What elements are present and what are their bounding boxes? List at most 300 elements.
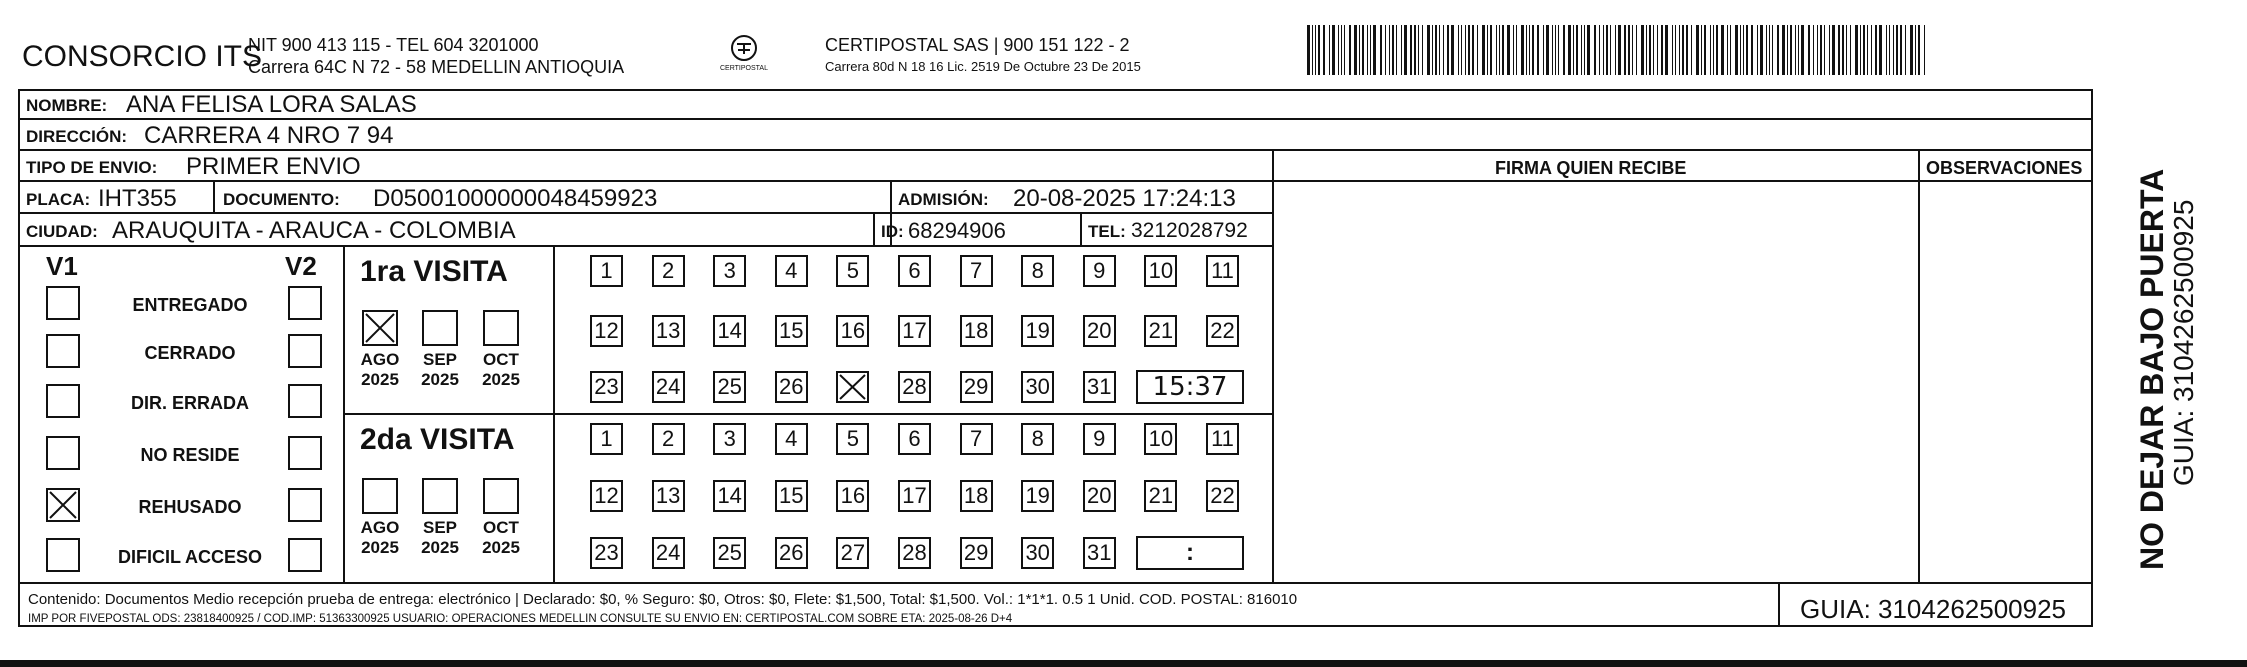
barcode-bar [1451, 25, 1454, 75]
day-cell[interactable] [1083, 537, 1116, 569]
barcode-bar [1513, 25, 1514, 75]
barcode-bar [1649, 25, 1651, 75]
second-visit-time[interactable]: : [1136, 536, 1244, 570]
barcode-bar [1829, 25, 1830, 75]
barcode-bar [1587, 25, 1590, 75]
first-visit-time[interactable]: 15:37 [1136, 370, 1244, 404]
day-number: 1 [600, 258, 613, 283]
day-cell[interactable] [960, 315, 993, 347]
barcode-bar [1710, 25, 1711, 75]
day-cell[interactable] [652, 480, 685, 512]
day-cell[interactable] [590, 371, 623, 403]
barcode-bar [1624, 25, 1626, 75]
barcode-bar [1641, 25, 1644, 75]
day-cell[interactable] [713, 537, 746, 569]
day-cell[interactable] [652, 315, 685, 347]
v1-checkbox[interactable] [46, 436, 80, 470]
x-mark-icon [48, 490, 78, 520]
barcode-bar [1682, 25, 1684, 75]
admision-label: ADMISIÓN: [898, 190, 989, 209]
day-cell[interactable] [1144, 480, 1177, 512]
day-cell[interactable] [1206, 255, 1239, 287]
barcode-bar [1746, 25, 1748, 75]
barcode-bar [1490, 25, 1492, 75]
day-cell[interactable] [713, 423, 746, 455]
day-cell[interactable] [960, 371, 993, 403]
day-number: 16 [840, 483, 866, 508]
day-cell[interactable] [1083, 255, 1116, 287]
day-number: 3 [723, 426, 736, 451]
day-cell[interactable] [836, 423, 869, 455]
day-number: 20 [1087, 483, 1112, 508]
day-number: 28 [902, 374, 927, 399]
day-number: 11 [1211, 426, 1234, 451]
day-cell[interactable] [1144, 423, 1177, 455]
day-number: 10 [1148, 426, 1174, 451]
barcode-bar [1563, 25, 1565, 75]
day-number: 2 [661, 426, 675, 451]
barcode-bar [1389, 25, 1390, 75]
day-cell[interactable] [652, 537, 685, 569]
barcode-bar [1362, 25, 1364, 75]
barcode-bar [1439, 25, 1440, 75]
day-cell[interactable] [775, 423, 808, 455]
barcode-bar [1782, 25, 1785, 75]
v1-checkbox[interactable] [46, 286, 80, 320]
barcode-bar [1532, 25, 1534, 75]
day-number: 21 [1148, 318, 1174, 343]
day-cell[interactable] [652, 255, 685, 287]
v2-checkbox[interactable] [288, 286, 322, 320]
barcode-bar [1653, 25, 1654, 75]
day-cell[interactable] [836, 371, 869, 403]
day-number: 17 [902, 483, 927, 508]
day-number: 1 [600, 426, 613, 451]
nombre-label: NOMBRE: [26, 96, 108, 115]
barcode-bar [1537, 25, 1539, 75]
month-name: OCT [483, 518, 519, 537]
day-number: 16 [840, 318, 866, 343]
day-cell[interactable] [898, 371, 931, 403]
barcode-bar [1610, 25, 1611, 75]
v1-checkbox[interactable] [46, 538, 80, 572]
barcode-bar [1502, 25, 1504, 75]
month-year: 2025 [421, 537, 459, 557]
direccion-label: DIRECCIÓN: [26, 127, 128, 146]
day-number: 28 [902, 540, 927, 565]
month-year: 2025 [482, 537, 520, 557]
placa-label: PLACA: [26, 190, 91, 209]
day-cell[interactable] [898, 537, 931, 569]
barcode-bar [1730, 25, 1731, 75]
barcode-bar [1772, 25, 1773, 75]
visit-option-label: NO RESIDE [140, 445, 240, 465]
barcode-bar [1465, 25, 1466, 75]
company-address: Carrera 64C N 72 - 58 MEDELLIN ANTIOQUIA [248, 57, 625, 77]
day-cell[interactable] [836, 537, 869, 569]
barcode-bar [1769, 25, 1770, 75]
second-visit-title: 2da VISITA [360, 423, 515, 456]
month-label [415, 350, 465, 389]
month-checkbox-ago[interactable] [362, 310, 398, 346]
month-year: 2025 [361, 369, 399, 389]
day-number: 8 [1031, 426, 1044, 451]
barcode-bar [1757, 25, 1758, 75]
barcode-bar [1735, 25, 1738, 75]
v2-header: V2 [285, 251, 317, 281]
barcode-bar [1701, 25, 1702, 75]
barcode-bar [1329, 25, 1330, 75]
barcode-bar [1743, 25, 1744, 75]
month-name: AGO [360, 518, 400, 537]
barcode-bar [1507, 25, 1510, 75]
barcode-bar [1338, 25, 1339, 75]
day-number: 2 [661, 258, 675, 283]
month-label [355, 350, 405, 389]
day-cell[interactable] [898, 315, 931, 347]
day-number: 7 [969, 258, 983, 283]
barcode-bar [1599, 25, 1600, 75]
day-cell[interactable] [775, 537, 808, 569]
barcode-bar [1766, 25, 1767, 75]
month-year: 2025 [482, 369, 520, 389]
day-cell[interactable] [960, 255, 993, 287]
barcode-bar [1496, 25, 1497, 75]
day-number: 6 [908, 258, 921, 283]
barcode-bar [1886, 25, 1887, 75]
first-visit-title: 1ra VISITA [360, 255, 508, 288]
day-number: 17 [902, 318, 927, 343]
x-mark-icon [838, 373, 867, 401]
barcode-bar [1740, 25, 1741, 75]
barcode-bar [1418, 25, 1419, 75]
footer-print-line: IMP POR FIVEPOSTAL ODS: 23818400925 / COD.IMP: 51363300925 USUARIO: OPERACIONES MEDELLIN CONSULTE SU ENVIO EN: CERTIPOSTAL.COM SOBRE ETA: 2025-08-26 D+4 [28, 613, 1013, 625]
barcode-bar [1860, 25, 1861, 75]
barcode-bar [1558, 25, 1559, 75]
barcode-bar [1344, 25, 1345, 75]
barcode-bar [1318, 25, 1320, 75]
barcode-bar [1871, 25, 1872, 75]
barcode-bar [1838, 25, 1840, 75]
month-name: OCT [483, 350, 519, 369]
day-number: 31 [1087, 540, 1112, 565]
day-cell[interactable] [1144, 255, 1177, 287]
barcode-bar [1458, 25, 1459, 75]
day-number: 22 [1210, 483, 1235, 508]
v2-checkbox[interactable] [288, 384, 322, 418]
day-number: 6 [908, 426, 921, 451]
day-cell[interactable] [898, 255, 931, 287]
observaciones-column-header: OBSERVACIONES [1926, 158, 2083, 178]
barcode-bar [1552, 25, 1553, 75]
barcode-bar [1787, 25, 1788, 75]
day-number: 26 [779, 374, 804, 399]
visit-option-label: CERRADO [144, 343, 236, 363]
barcode-bar [1918, 25, 1920, 75]
month-checkbox-oct[interactable] [483, 478, 519, 514]
certipostal-logo-icon [718, 32, 770, 82]
barcode-bar [1842, 25, 1844, 75]
day-number: 12 [594, 318, 619, 343]
month-name: AGO [360, 350, 400, 369]
barcode-bar [1385, 25, 1386, 75]
v1-checkbox[interactable] [46, 488, 80, 522]
day-cell[interactable] [1206, 315, 1239, 347]
column-divider [1778, 582, 1780, 627]
barcode-bar [1414, 25, 1416, 75]
barcode-bar [1422, 25, 1423, 75]
column-divider [213, 180, 215, 212]
barcode-bar [1472, 25, 1474, 75]
barcode-bar [1790, 25, 1792, 75]
day-cell[interactable] [1083, 480, 1116, 512]
day-number: 22 [1210, 318, 1235, 343]
barcode-bar [1777, 25, 1779, 75]
barcode-bar [1427, 25, 1430, 75]
day-number: 23 [594, 540, 619, 565]
day-number: 4 [785, 426, 798, 451]
barcode-bar [1905, 25, 1906, 75]
day-cell[interactable] [898, 423, 931, 455]
day-number: 29 [963, 540, 989, 565]
barcode-bar [1636, 25, 1637, 75]
month-label [415, 518, 465, 557]
day-number: 12 [594, 483, 619, 508]
month-checkbox-oct[interactable] [483, 310, 519, 346]
day-cell[interactable] [960, 480, 993, 512]
barcode-bar [1675, 25, 1676, 75]
barcode-bar [1646, 25, 1647, 75]
row-divider [343, 413, 1272, 415]
month-label [476, 518, 526, 557]
barcode-bar [1526, 25, 1527, 75]
barcode-bar [1691, 25, 1692, 75]
carrier-name: CERTIPOSTAL SAS | 900 151 122 - 2 [825, 35, 1130, 55]
ciudad-value: ARAUQUITA - ARAUCA - COLOMBIA [112, 217, 516, 244]
barcode-bar [1529, 25, 1530, 75]
day-number: 13 [655, 318, 681, 343]
month-name: SEP [422, 350, 458, 369]
day-cell[interactable] [590, 255, 623, 287]
tipo-envio-label: TIPO DE ENVIO: [26, 158, 158, 177]
barcode-bar [1573, 25, 1574, 75]
documento-label: DOCUMENTO: [223, 190, 340, 209]
barcode-bar [1603, 25, 1604, 75]
month-label [476, 350, 526, 389]
day-number: 15 [779, 318, 804, 343]
barcode-bar [1813, 25, 1814, 75]
day-cell[interactable] [1021, 423, 1054, 455]
barcode-bar [1867, 25, 1868, 75]
ciudad-label: CIUDAD: [26, 222, 98, 241]
day-cell[interactable] [836, 480, 869, 512]
day-cell[interactable] [713, 371, 746, 403]
barcode-bar [1468, 25, 1470, 75]
barcode-bar [1900, 25, 1902, 75]
v2-checkbox[interactable] [288, 538, 322, 572]
day-number: 31 [1087, 374, 1112, 399]
day-number: 27 [840, 540, 866, 565]
day-cell[interactable] [775, 371, 808, 403]
barcode-bar [1628, 25, 1630, 75]
day-number: 20 [1087, 318, 1112, 343]
barcode-bar [1915, 25, 1916, 75]
day-number: 11 [1211, 258, 1234, 283]
visit-option-label: ENTREGADO [132, 295, 248, 315]
day-number: 25 [717, 374, 742, 399]
x-mark-icon [364, 312, 396, 344]
day-number: 15 [779, 483, 804, 508]
barcode-bar [1443, 25, 1444, 75]
day-cell[interactable] [652, 423, 685, 455]
v1-checkbox[interactable] [46, 384, 80, 418]
barcode-bar [1657, 25, 1658, 75]
company-nit: NIT 900 413 115 - TEL 604 3201000 [248, 35, 539, 55]
day-cell[interactable] [713, 480, 746, 512]
day-cell[interactable] [898, 480, 931, 512]
day-cell[interactable] [1206, 423, 1239, 455]
placa-value: IHT355 [98, 185, 177, 212]
day-number: 14 [717, 483, 742, 508]
barcode-bar [1820, 25, 1822, 75]
day-cell[interactable] [713, 315, 746, 347]
day-cell[interactable] [1021, 537, 1054, 569]
barcode-bar [1367, 25, 1368, 75]
day-cell[interactable] [1021, 371, 1054, 403]
day-number: 4 [785, 258, 798, 283]
tel-label: TEL: [1088, 222, 1126, 241]
row-divider [18, 582, 2093, 584]
row-divider [18, 245, 1273, 247]
day-cell[interactable] [1144, 315, 1177, 347]
day-cell[interactable] [775, 315, 808, 347]
day-number: 18 [963, 318, 989, 343]
barcode-bar [1315, 25, 1316, 75]
barcode-bar [1581, 25, 1582, 75]
column-divider [1918, 149, 1920, 582]
barcode-bar [1584, 25, 1585, 75]
barcode-bar [1516, 25, 1517, 75]
day-cell[interactable] [590, 423, 623, 455]
v2-checkbox[interactable] [288, 488, 322, 522]
day-cell[interactable] [652, 371, 685, 403]
day-cell[interactable] [1021, 315, 1054, 347]
admision-value: 20-08-2025 17:24:13 [1013, 185, 1236, 212]
day-cell[interactable] [836, 255, 869, 287]
day-number: 30 [1025, 540, 1050, 565]
day-cell[interactable] [1021, 480, 1054, 512]
visit-option-label: DIFICIL ACCESO [117, 547, 262, 567]
day-number: 7 [969, 426, 983, 451]
day-cell[interactable] [836, 315, 869, 347]
day-cell[interactable] [713, 255, 746, 287]
day-number: 24 [655, 374, 681, 399]
barcode-bar [1555, 25, 1556, 75]
day-number: 18 [963, 483, 989, 508]
v1-header: V1 [46, 251, 78, 281]
row-divider [18, 180, 2093, 182]
barcode-bar [1618, 25, 1621, 75]
month-checkbox-ago[interactable] [362, 478, 398, 514]
barcode-bar [1332, 25, 1335, 75]
barcode-bar [1910, 25, 1913, 75]
barcode-bar [1889, 25, 1890, 75]
day-number: 5 [846, 426, 860, 451]
day-number: 8 [1031, 258, 1044, 283]
row-divider [18, 118, 2093, 120]
day-number: 9 [1093, 426, 1106, 451]
barcode-bar [1672, 25, 1673, 75]
barcode-icon [1307, 25, 1939, 75]
day-cell[interactable] [1206, 480, 1239, 512]
nombre-value: ANA FELISA LORA SALAS [126, 91, 417, 118]
barcode-bar [1713, 25, 1714, 75]
barcode-bar [1801, 25, 1804, 75]
month-checkbox-sep[interactable] [422, 478, 458, 514]
barcode-bar [1404, 25, 1407, 75]
barcode-bar [1447, 25, 1449, 75]
barcode-bar [1632, 25, 1633, 75]
day-cell[interactable] [775, 480, 808, 512]
barcode-bar [1863, 25, 1865, 75]
day-cell[interactable] [590, 315, 623, 347]
visit-option-label: DIR. ERRADA [130, 393, 249, 413]
barcode-bar [1798, 25, 1799, 75]
barcode-bar [1665, 25, 1668, 75]
barcode-bar [1370, 25, 1371, 75]
month-checkbox-sep[interactable] [422, 310, 458, 346]
barcode-bar [1435, 25, 1437, 75]
barcode-bar [1432, 25, 1433, 75]
barcode-bar [1477, 25, 1478, 75]
barcode-bar [1576, 25, 1578, 75]
day-cell[interactable] [590, 480, 623, 512]
side-guia: GUIA: 3104262500925 [2168, 199, 2199, 486]
id-label: ID: [881, 222, 904, 241]
barcode-bar [1461, 25, 1462, 75]
day-cell[interactable] [1083, 423, 1116, 455]
v2-checkbox[interactable] [288, 334, 322, 368]
month-label [355, 518, 405, 557]
v1-checkbox[interactable] [46, 334, 80, 368]
footer-content-line: Contenido: Documentos Medio recepción prueba de entrega: electrónico | Declarado: $0, % Seguro: $0, Otros: $0, Flete: $1,500, Total: $1,500. Vol.: 1*1*1. 0.5 1 Unid. COD. POSTAL: 816010 [28, 591, 1298, 608]
barcode-bar [1380, 25, 1382, 75]
day-cell[interactable] [1083, 371, 1116, 403]
barcode-bar [1686, 25, 1688, 75]
barcode-bar [1487, 25, 1488, 75]
v2-checkbox[interactable] [288, 436, 322, 470]
barcode-bar [1396, 25, 1397, 75]
day-cell[interactable] [590, 537, 623, 569]
barcode-bar [1716, 25, 1718, 75]
bottom-rule [0, 660, 2247, 667]
day-cell[interactable] [1021, 255, 1054, 287]
barcode-bar [1401, 25, 1402, 75]
day-cell[interactable] [960, 423, 993, 455]
barcode-bar [1721, 25, 1724, 75]
barcode-bar [1704, 25, 1706, 75]
barcode-bar [1521, 25, 1524, 75]
day-cell[interactable] [960, 537, 993, 569]
column-divider [1272, 149, 1274, 582]
day-cell[interactable] [1083, 315, 1116, 347]
day-number: 10 [1148, 258, 1174, 283]
barcode-bar [1855, 25, 1858, 75]
barcode-bar [1924, 25, 1925, 75]
day-cell[interactable] [775, 255, 808, 287]
tipo-envio-value: PRIMER ENVIO [186, 153, 361, 180]
barcode-bar [1392, 25, 1394, 75]
